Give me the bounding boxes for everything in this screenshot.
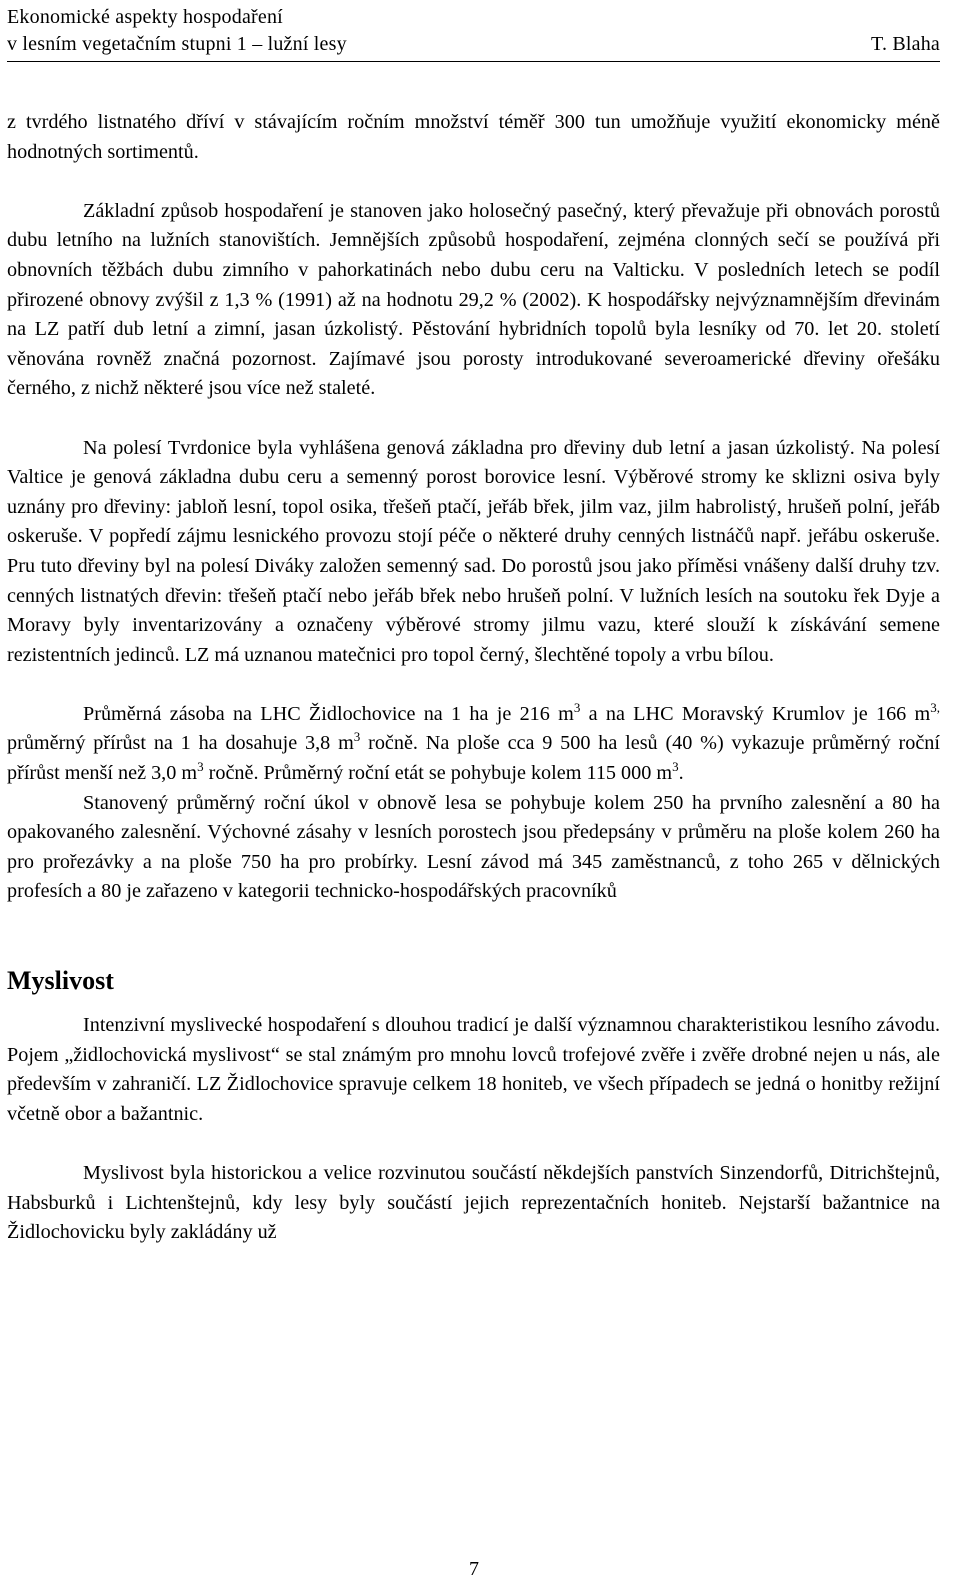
header-author: T. Blaha — [871, 33, 940, 55]
paragraph-hunting-intro: Intenzivní myslivecké hospodaření s dlouhou tradicí je další významnou charakteristikou lesního závodu. Pojem „židlochovická myslivost“ se stal známým pro mnohu lovců trofejové zvěře i zvěře drobné nejen u nás, ale především v zahraničí. LZ Židlochovice spravuje celkem 18 honiteb, ve všech případech se jedná o honitby režijní včetně obor a bažantnic. — [7, 1014, 940, 1125]
paragraph-continuation: z tvrdého listnatého dříví v stávajícím ročním množství téměř 300 tun umožňuje využití ekonomicky méně hodnotných sortimentů. — [7, 111, 940, 163]
paragraph-gene-bases: Na polesí Tvrdonice byla vyhlášena genová základna pro dřeviny dub letní a jasan úzkolistý. Na polesí Valtice je genová základna dubu ceru a semenný porost borovice lesní. Výběrové stromy ke sklizni osiva byly uznány pro dřeviny: jabloň lesní, topol osika, třešeň ptačí, jeřáb břek, jilm vaz, jilm habrolistý, hrušeň polní, jeřáb oskeruše. V popředí zájmu lesnického provozu stojí péče o některé druhy cenných listnáčů např. jeřábu oskeruše. Pru tuto dřeviny byl na polesí Diváky založen semenný sad. Do porostů jsou jako příměsi vnášeny další druhy tzv. cenných listnatých dřevin: třešeň ptačí nebo jeřáb břek nebo hrušeň polní. V lužních lesích na soutoku řek Dyje a Moravy byly inventarizovány a označeny výběrové stromy jilmu vazu, které slouží k získávání semene rezistentních jedinců. LZ má uznanou matečnici pro topol černý, šlechtěné topoly a vrbu bílou. — [7, 436, 940, 666]
page-number: 7 — [469, 1558, 479, 1580]
page-body — [7, 108, 940, 1248]
header-title-line1: Ekonomické aspekty hospodaření — [7, 6, 283, 28]
header-title-line2: v lesním vegetačním stupni 1 – lužní lesy — [7, 33, 347, 55]
section-heading: Myslivost — [7, 966, 114, 996]
paragraph-regeneration-tasks: Stanovený průměrný roční úkol v obnově lesa se pohybuje kolem 250 ha prvního zalesnění a 80 ha opakovaného zalesnění. Výchovné zásahy v lesních porostech jsou předepsány v průměru na ploše kolem 260 ha pro prořezávky a na ploše 750 ha pro probírky. Lesní závod má 345 zaměstnanců, z toho 265 v dělnických profesích a 80 je zařazeno v kategorii technicko-hospodářských pracovníků — [7, 791, 940, 903]
paragraph-hunting-history: Myslivost byla historickou a velice rozvinutou součástí někdejších panstvích Sinzendorfů, Ditrichštejnů, Habsburků i Lichtenštejnů, kdy lesy byly součástí jejich reprezentačních honiteb. Nejstarší bažantnice na Židlochovicku byly zakládány už — [7, 1162, 940, 1244]
header-rule — [7, 61, 940, 62]
paragraph-management: Základní způsob hospodaření je stanoven jako holosečný pasečný, který převažuje při obnovách porostů dubu letního na lužních stanovištích. Jemnějších způsobů hospodaření, zejména clonných sečí se používá při obnovních těžbách dubu zimního v pahorkatinách nebo dubu ceru na Valticku. V posledních letech se podíl přirozené obnovy zvýšil z 1,3 % (1991) až na hodnotu 29,2 % (2002). K hospodářsky nejvýznamnějším dřevinám na LZ patří dub letní a zimní, jasan úzkolistý. Pěstování hybridních topolů byla lesníky od 70. let 20. století věnována rovněž značná pozornost. Zajímavé jsou porosty introdukované severoamerické dřeviny ořešáku černého, z nichž některé jsou více než staleté. — [7, 199, 940, 400]
paragraph-growing-stock: Průměrná zásoba na LHC Židlochovice na 1 ha je 216 $m^3$ a na LHC Moravský Krumlov je 166 $m^{3,}$ průměrný přírůst na 1 ha dosahuje 3,8 $m^3$ ročně. Na ploše cca 9 500 ha lesů (40 %) vykazuje průměrný roční přírůst menší než 3,0 $m^3$ ročně. Průměrný roční etát se pohybuje kolem 115 000 $m^3$. — [7, 699, 940, 785]
running-header — [7, 4, 940, 58]
